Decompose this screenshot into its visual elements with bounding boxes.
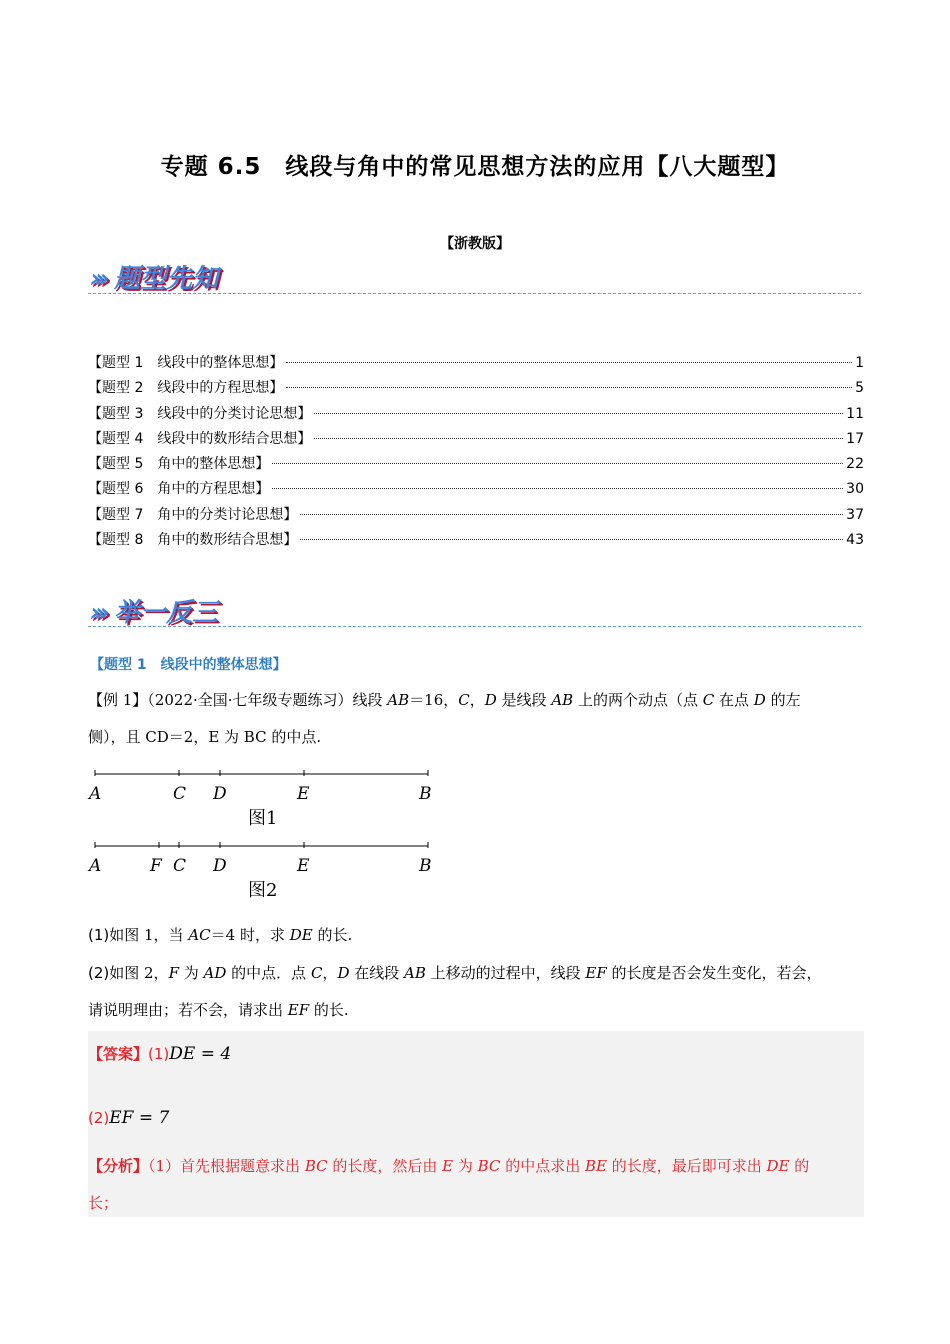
toc-item[interactable] xyxy=(88,352,864,377)
toc-item-label: 【题型 6 角中的方程思想】 xyxy=(88,481,270,498)
toc-item[interactable] xyxy=(88,478,864,503)
toc-item-label: 【题型 1 线段中的整体思想】 xyxy=(88,355,284,371)
answer-number: (1) xyxy=(148,1045,170,1063)
section-heading: 【题型 1 线段中的整体思想】 xyxy=(90,657,287,673)
page-title: 专题 6.5 线段与角中的常见思想方法的应用【八大题型】 xyxy=(160,154,790,180)
toc-item-page: 22 xyxy=(846,456,864,473)
toc-item-page: 5 xyxy=(855,380,864,397)
point-label: E xyxy=(297,784,310,804)
toc-item[interactable] xyxy=(88,428,864,453)
edition-label: 【浙教版】 xyxy=(440,236,510,252)
analysis: 【分析】（1）首先根据题意求出 BC 的长度，然后由 E 为 BC 的中点求出 BE 的长度，最后即可求出 DE 的 长； xyxy=(88,1157,810,1212)
figure-caption: 图1 xyxy=(248,808,278,829)
toc-leader xyxy=(286,387,852,388)
figure-1 xyxy=(87,770,432,829)
toc-item-label: 【题型 7 角中的分类讨论思想】 xyxy=(88,506,298,523)
question-number: (1) xyxy=(88,926,110,944)
toc-leader xyxy=(272,488,843,489)
divider xyxy=(88,626,861,627)
point-label: B xyxy=(419,784,432,804)
toc-item[interactable] xyxy=(88,377,864,402)
analysis-tag: 【分析】 xyxy=(88,1157,149,1175)
point-label: A xyxy=(89,784,102,804)
toc-leader xyxy=(314,438,843,439)
toc-item-page: 17 xyxy=(846,430,864,447)
figure-caption: 图2 xyxy=(248,880,278,901)
toc-item-page: 11 xyxy=(846,405,864,422)
toc-item-label: 【题型 8 角中的数形结合思想】 xyxy=(88,532,298,549)
toc-item-label: 【题型 2 线段中的方程思想】 xyxy=(88,380,284,397)
figure-2 xyxy=(87,842,432,901)
question-number: (2) xyxy=(88,964,110,982)
answer-expression: DE = 4 xyxy=(169,1044,232,1064)
answer-expression: EF = 7 xyxy=(109,1108,170,1128)
point-label: D xyxy=(213,784,227,804)
banner-examples xyxy=(90,592,218,629)
point-label: A xyxy=(89,856,102,876)
banner-text: 举一反三 xyxy=(114,598,219,628)
question-1: (1)如图 1，当 AC＝4 时，求 DE 的长. xyxy=(88,926,353,944)
toc-item[interactable] xyxy=(88,403,864,428)
question-2: (2)如图 2，F 为 AD 的中点．点 C，D 在线段 AB 上移动的过程中，线段 EF 的长度是否会发生变化，若会， 请说明理由；若不会，请求出 EF 的长. xyxy=(88,964,822,1019)
table-of-contents xyxy=(88,352,864,554)
toc-item-label: 【题型 3 线段中的分类讨论思想】 xyxy=(88,405,312,422)
toc-item[interactable] xyxy=(88,453,864,478)
answer-number: (2) xyxy=(88,1109,110,1127)
toc-item-page: 1 xyxy=(855,355,864,371)
toc-leader xyxy=(300,539,843,540)
segment-figure xyxy=(85,762,445,902)
toc-item-label: 【题型 5 角中的整体思想】 xyxy=(88,456,270,473)
triple-arrow-icon: ››› xyxy=(90,598,105,628)
toc-leader xyxy=(286,362,852,363)
toc-item-label: 【题型 4 线段中的数形结合思想】 xyxy=(88,430,312,447)
toc-item-page: 43 xyxy=(846,532,864,549)
toc-item-page: 30 xyxy=(846,481,864,498)
point-label: B xyxy=(419,856,432,876)
answer-2 xyxy=(88,1108,169,1128)
point-label: C xyxy=(173,856,187,876)
banner-text: 题型先知 xyxy=(114,264,219,294)
banner-question-types xyxy=(90,258,218,295)
point-label: E xyxy=(297,856,310,876)
toc-leader xyxy=(300,514,843,515)
example-line2: 侧），且 CD＝2，E 为 BC 的中点. xyxy=(88,728,322,746)
triple-arrow-icon: ››› xyxy=(90,264,105,294)
toc-item[interactable] xyxy=(88,529,864,554)
answer-1 xyxy=(88,1043,231,1064)
example-statement: 【例 1】（2022·全国·七年级专题练习）线段 AB＝16，C，D 是线段 AB 上的两个动点（点 C 在点 D 的左 侧），且 CD＝2，E 为 BC 的中点. xyxy=(88,691,801,746)
point-label: F xyxy=(150,856,162,876)
toc-leader xyxy=(272,463,843,464)
point-label: C xyxy=(173,784,187,804)
toc-item-page: 37 xyxy=(846,506,864,523)
point-label: D xyxy=(213,856,227,876)
toc-item[interactable] xyxy=(88,504,864,529)
example-prefix: 【例 1】（2022·全国·七年级专题练习）线段 xyxy=(88,691,388,709)
answer-tag: 【答案】 xyxy=(88,1045,149,1063)
divider xyxy=(88,293,861,294)
toc-leader xyxy=(314,413,843,414)
